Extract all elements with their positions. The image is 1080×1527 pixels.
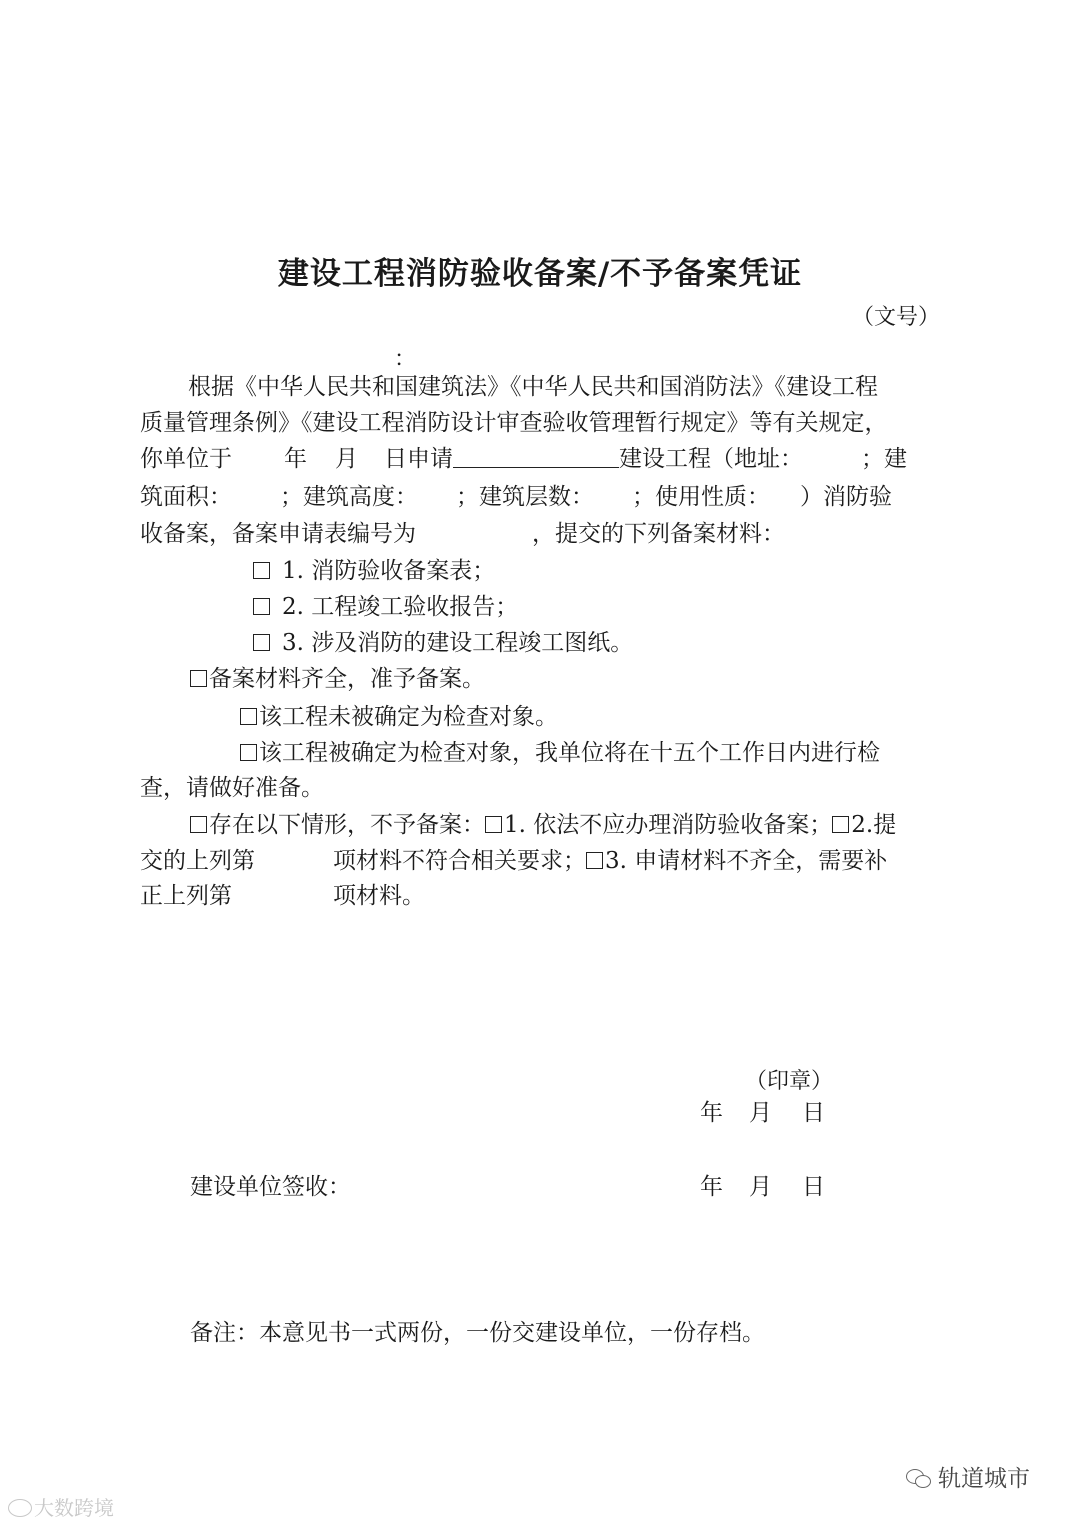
issue-date: 年 月 日 <box>700 1100 825 1126</box>
para1-line5 <box>140 519 785 549</box>
watermark-right: 轨道城市 <box>906 1460 1030 1493</box>
material-item-3: 3. 涉及消防的建设工程竣工图纸。 <box>253 628 633 658</box>
checkbox-icon[interactable] <box>586 852 603 869</box>
reject-option: 存在以下情形，不予备案： 1. 依法不应办理消防验收备案； 2.提 <box>190 810 896 840</box>
para1-line3-month: 月 <box>335 446 358 472</box>
material-item-1: 1. 消防验收备案表； <box>253 556 495 586</box>
checkbox-icon[interactable] <box>240 744 257 761</box>
checkbox-icon[interactable] <box>253 598 270 615</box>
material-item-2: 2. 工程竣工验收报告； <box>253 592 518 622</box>
approve-option: 备案材料齐全，准予备案。 <box>190 664 485 694</box>
para1-line4-b: ；建筑高度： <box>280 484 418 510</box>
para1-line2: 质量管理条例》《建设工程消防设计审查验收管理暂行规定》等有关规定， <box>140 410 888 436</box>
reject-line2: 交的上列第 项材料不符合相关要求； 3. 申请材料不齐全，需要补 <box>140 848 888 874</box>
para1-line3-day: 日申请 <box>384 446 453 472</box>
project-name-blank <box>453 445 619 468</box>
checkbox-icon[interactable] <box>190 670 207 687</box>
checkbox-icon[interactable] <box>253 634 270 651</box>
para1-line4-d: ；使用性质： <box>632 484 770 510</box>
para1-line3-a: 你单位于 <box>140 446 232 472</box>
document-number: （文号） <box>852 305 941 330</box>
para1-line3 <box>140 444 907 474</box>
checkbox-icon[interactable] <box>832 816 849 833</box>
checkbox-icon[interactable] <box>190 816 207 833</box>
selected-option: 该工程被确定为检查对象，我单位将在十五个工作日内进行检 <box>240 738 880 768</box>
checkbox-icon[interactable] <box>485 816 502 833</box>
reject-line3: 正上列第 项材料。 <box>140 883 425 909</box>
recipient-colon: ： <box>394 347 417 372</box>
sign-date: 年 月 日 <box>700 1174 825 1200</box>
para1-line3-year: 年 <box>284 446 307 472</box>
para1-line4 <box>140 482 892 512</box>
para1-line3-e: 建设工程（地址： <box>619 446 803 472</box>
para1-line4-a: 筑面积： <box>140 484 232 510</box>
checkbox-icon[interactable] <box>240 708 257 725</box>
para1-line5-b: ，提交的下列备案材料： <box>532 521 785 547</box>
para1-line3-f: ；建 <box>861 446 907 472</box>
seal-label: （印章） <box>745 1069 834 1094</box>
para1-line5-a: 收备案，备案申请表编号为 <box>140 521 416 547</box>
weibo-icon <box>8 1499 32 1517</box>
footnote: 备注：本意见书一式两份，一份交建设单位，一份存档。 <box>190 1320 765 1346</box>
sign-label: 建设单位签收： <box>190 1174 351 1200</box>
para1-line4-c: ；建筑层数： <box>456 484 594 510</box>
watermark-left: 大数跨境 <box>8 1492 114 1521</box>
selected-option-line2: 查，请做好准备。 <box>140 775 324 801</box>
para1-line4-e: ）消防验 <box>800 484 892 510</box>
wechat-icon <box>906 1469 932 1489</box>
checkbox-icon[interactable] <box>253 562 270 579</box>
document-title: 建设工程消防验收备案/不予备案凭证 <box>277 256 803 292</box>
para1-line1: 根据《中华人民共和国建筑法》《中华人民共和国消防法》《建设工程 <box>188 374 878 400</box>
not-selected-option: 该工程未被确定为检查对象。 <box>240 702 558 732</box>
